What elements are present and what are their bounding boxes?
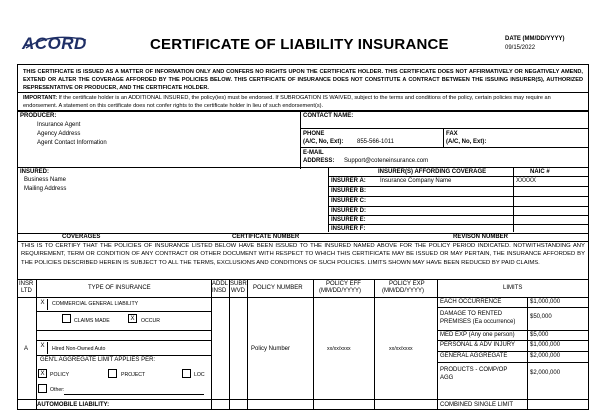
insurer-b-label: INSURER B: [331,188,367,194]
producer-line-3: Agent Contact Information [37,140,107,146]
policy-eff-date: xx/xx/xxxx [327,346,351,352]
col-limits-header: LIMITS [503,285,523,291]
certificate-number-label: CERTIFICATE NUMBER [232,234,300,240]
col-insr-line1: INSR [19,281,34,287]
form-frame [17,64,589,410]
coverages-label: COVERAGES [62,234,101,240]
revision-number-label: REVISON NUMBER [453,234,509,240]
claims-made-label: CLAIMS MADE [74,318,110,324]
policy-checkbox-label: POLICY [50,372,70,378]
limit-med-exp-label: MED EXP (Any one person) [440,332,515,338]
insured-label: INSURED: [20,169,50,175]
insurer-a-naic: XXXXX [516,178,537,184]
insurer-e-label: INSURER E: [331,217,366,223]
limit-each-occurrence-value: $1,000,000 [530,299,561,305]
limit-med-exp-value: $5,000 [530,332,549,338]
limit-personal-injury-label: PERSONAL & ADV INJURY [440,342,516,348]
cgl-checkbox[interactable]: X [38,299,48,310]
important-text: If the certificate holder is an ADDITIONAL INSURED, the policy(ies) must be endorsed. If SUBROGATION IS WAIVED, subject to the terms and conditions of the policy, certain policies may require an endorsement. A statement on this certificate does not confer rights to the certificate holder in lieu of such endorsement(s). [23,95,551,109]
col-addl-line1: ADDL [212,281,229,287]
insurer-c-label: INSURER C: [331,198,367,204]
policy-exp-date: xx/xx/xxxx [389,346,413,352]
limit-products-label: PRODUCTS - COMP/OP AGG [440,367,508,381]
email-value: Support@coteneinsurance.com [344,158,429,164]
address-label: ADDRESS: [303,158,335,164]
col-policy-header: POLICY NUMBER [253,285,303,291]
limit-general-aggregate-label: GENERAL AGGREGATE [440,353,508,359]
col-exp-line1: POLICY EXP [389,281,425,287]
limit-general-aggregate-value: $2,000,000 [530,353,561,359]
producer-line-1: Insurance Agent [37,122,81,128]
limit-damage-rented-label: DAMAGE TO RENTED PREMISES (Ea occurrence) [440,311,516,325]
policy-checkbox[interactable]: X [38,369,47,378]
producer-label: PRODUCER: [20,113,57,119]
acord-logo: ACORD [22,34,87,53]
limit-damage-rented-value: $50,000 [530,314,552,320]
limit-products-value: $2,000,000 [530,370,561,376]
date-value: 09/15/2022 [505,45,536,51]
hired-checkbox[interactable]: X [38,342,48,354]
insurers-header: INSURER(S) AFFORDING COVERAGE [378,169,487,175]
project-checkbox-label: PROJECT [121,372,146,378]
insurer-f-label: INSURER F: [331,226,366,232]
email-label: E-MAIL [303,150,324,156]
limit-each-occurrence-label: EACH OCCURRENCE [440,299,502,305]
col-insr-line2: LTD [21,288,32,294]
col-type-header: TYPE OF INSURANCE [88,285,151,291]
loc-checkbox-label: LOC [194,372,205,378]
insurer-letter: A [24,346,29,352]
col-addl-line2: INSD [212,288,227,294]
limit-personal-injury-value: $1,000,000 [530,342,561,348]
insurer-a-label: INSURER A: [331,178,366,184]
insured-line-2: Mailing Address [24,186,67,192]
fax-sub-label: (A/C, No, Ext): [446,139,487,145]
coverages-statement: THIS IS TO CERTIFY THAT THE POLICIES OF INSURANCE LISTED BELOW HAVE BEEN ISSUED TO THE INSURED NAMED ABOVE FOR THE POLICY PERIOD INDICATED. NOTWITHSTANDING ANY REQUIREMENT, TERM OR CONDITION OF ANY CONTRACT OR OTHER DOCUMENT WITH RESPECT TO WHICH THIS CERTIFICATE MAY BE ISSUED OR MAY PERTAIN, THE INSURANCE AFFORDED BY THE POLICIES DESCRIBED HEREIN IS SUBJECT TO ALL THE TERMS, EXCLUSIONS AND CONDITIONS OF SUCH POLICIES. LIMITS SHOWN MAY HAVE BEEN REDUCED BY PAID CLAIMS. [21,243,585,266]
automobile-liability-label: AUTOMOBILE LIABILITY: [37,402,110,408]
important-label: IMPORTANT: [23,95,58,101]
page-title: CERTIFICATE OF LIABILITY INSURANCE [150,36,449,53]
phone-sub-label: (A/C, No, Ext): [303,139,344,145]
genl-aggregate-label: GEN'L AGGREGATE LIMIT APPLIES PER: [40,357,156,363]
disclaimer-notice: THIS CERTIFICATE IS ISSUED AS A MATTER OF INFORMATION ONLY AND CONFERS NO RIGHTS UPON THE CERTIFICATE HOLDER. THIS CERTIFICATE DOES NOT AFFIRMATIVELY OR NEGATIVELY AMEND, EXTEND OR ALTER THE COVERAGE AFFORDED BY THE POLICIES BELOW. THIS CERTIFICATE OF INSURANCE DOES NOT CONSTITUTE A CONTRACT BETWEEN THE ISSUING INSURER(S), AUTHORIZED REPRESENTATIVE OR PRODUCER, AND THE CERTIFICATE HOLDER. [17,64,589,93]
phone-label: PHONE [303,131,325,137]
insurer-d-label: INSURER D: [331,208,367,214]
col-subr-line1: SUBR [230,281,247,287]
naic-header: NAIC # [530,169,550,175]
col-eff-line2: (MM/DD/YYYY) [319,288,361,294]
col-subr-line2: WVD [231,288,245,294]
col-exp-line2: (MM/DD/YYYY) [382,288,424,294]
occur-label: OCCUR [141,318,161,324]
col-eff-line1: POLICY EFF [326,281,361,287]
insured-line-1: Business Name [24,177,67,183]
policy-number: Policy Number [251,346,291,352]
occur-checkbox[interactable]: X [128,314,137,323]
insurer-a-name: Insurance Company Name [380,178,452,184]
hired-label: Hired Non-Owned Auto [52,346,106,352]
contact-name-label: CONTACT NAME: [303,113,354,119]
date-label: DATE (MM/DD/YYYY) [505,36,565,42]
cgl-label: COMMERCIAL GENERAL LIABILITY [52,301,139,307]
fax-label: FAX [446,131,458,137]
other-label: Other: [50,387,65,393]
phone-value: 855-566-1011 [357,139,394,145]
producer-line-2: Agency Address [37,131,81,137]
limit-combined-single-label: COMBINED SINGLE LIMIT [440,402,514,408]
